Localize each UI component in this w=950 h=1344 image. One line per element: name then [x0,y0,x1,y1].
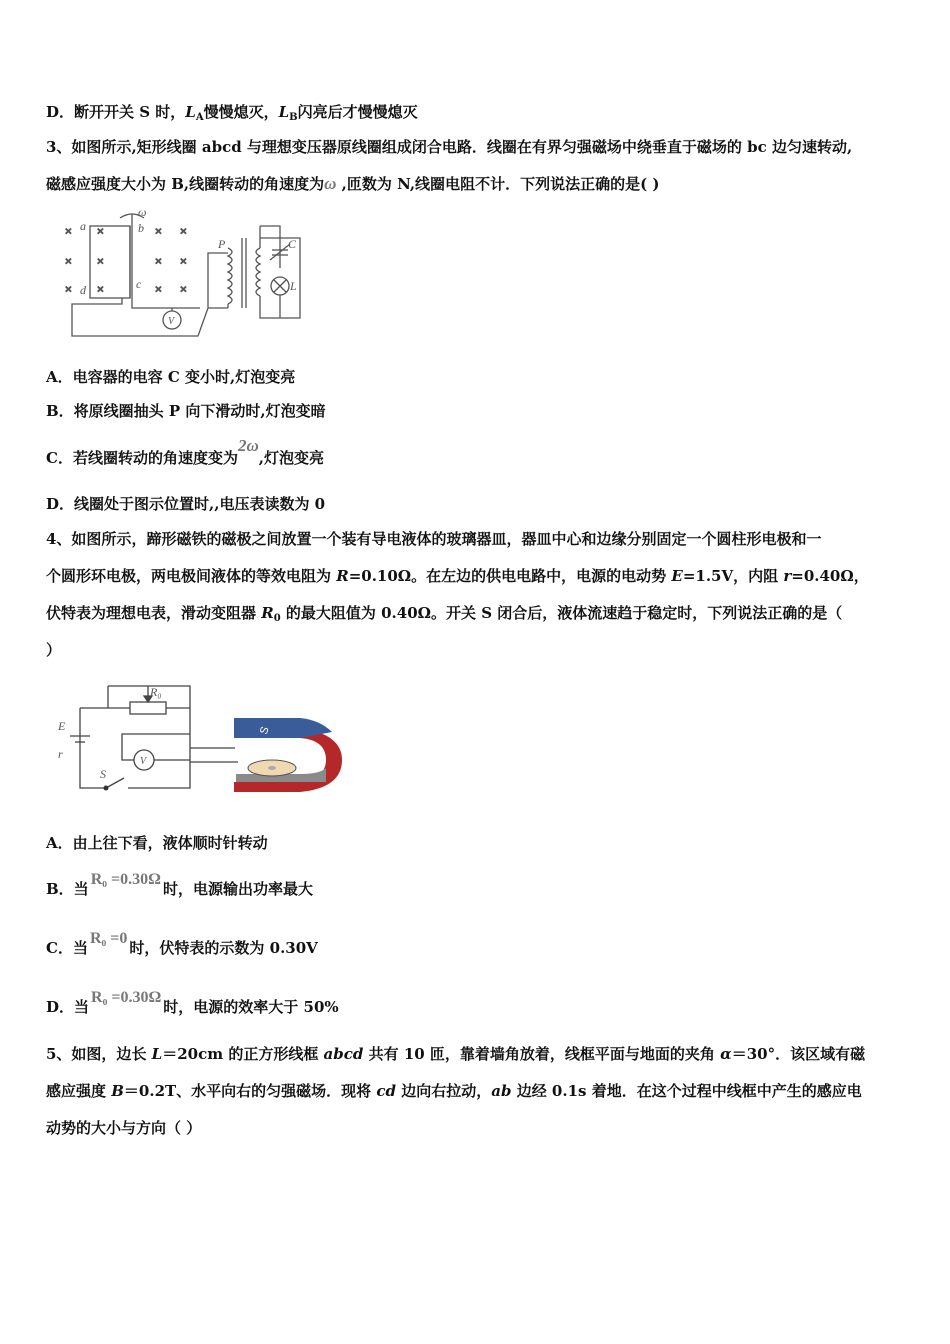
subscript: 0 [273,613,281,624]
subscript: A [195,112,204,123]
svg-text:×: × [97,282,104,296]
stem-text: ＝20cm 的正方形线框 [162,1045,324,1063]
q3-option-c [46,436,324,468]
svg-text:×: × [155,254,162,268]
var-abcd: abcd [323,1045,364,1063]
svg-text:×: × [97,254,104,268]
secondary-coil [256,248,260,296]
var-E: E [671,567,683,585]
q4-option-c [46,930,318,959]
option-text: 时，伏特表的示数为 0.30V [129,939,318,957]
stem-text: 共有 10 匝，靠着墙角放着，线框平面与地面的夹角 [363,1045,721,1063]
option-label: B．当 [46,880,89,898]
label-V-q4: V [140,756,147,767]
stem-text: =0.10Ω。在左边的供电电路中，电源的电动势 [348,567,672,585]
q3-option-d: D．线圈处于图示位置时,,电压表读数为 0 [46,495,326,513]
stem-text: 5、如图，边长 [46,1045,152,1063]
stem-text: ＝0.2T、水平向右的匀强磁场．现将 [123,1082,377,1100]
label-b: b [138,221,144,235]
option-label: C．当 [46,939,88,957]
svg-text:×: × [65,224,72,238]
q4-stem-line2 [46,566,869,586]
primary-coil [228,248,232,304]
stem-text: 边向右拉动， [396,1082,492,1100]
q4-option-b [46,871,313,900]
label-omega: ω [138,208,147,219]
q5-stem-line3: 动势的大小与方向（ ） [46,1119,202,1137]
option-text: 慢慢熄灭， [203,103,279,121]
coil-abcd [90,226,130,298]
stem-text: 伏特表为理想电表，滑动变阻器 [46,604,262,622]
option-text: 闪亮后才慢慢熄灭 [297,103,418,121]
option-label: D． [46,103,75,121]
q3-option-b: B．将原线圈抽头 P 向下滑动时,灯泡变暗 [46,402,326,420]
var-B: B [111,1082,124,1100]
var-R0: R [261,604,274,622]
stem-text: 边经 0.1s 着地．在这个过程中线框中产生的感应电 [511,1082,862,1100]
q3-stem-line2 [46,174,659,194]
stem-text: =1.5V，内阻 [682,567,784,585]
q3-stem-line1: 3、如图所示,矩形线圈 abcd 与理想变压器原线圈组成闭合电路．线圈在有界匀强磁场中绕垂直于磁场的 bc 边匀速转动, [46,138,853,156]
omega-symbol: ω [324,174,337,193]
q4-option-a: A．由上往下看，液体顺时针转动 [46,834,268,852]
stem-text: =0.40Ω， [791,567,869,585]
stem-text: 磁感应强度大小为 B,线圈转动的角速度为 [46,175,325,193]
svg-text:×: × [155,224,162,238]
option-math: 2ω [237,436,259,455]
stem-text: ＝30°．该区域有磁 [731,1045,866,1063]
option-text: 断开开关 S 时， [74,103,186,121]
var-ab: ab [491,1082,512,1100]
label-E: E [58,719,66,733]
label-R0: R₀ [150,685,162,699]
magnet-S-label: S [257,725,272,737]
svg-text:×: × [180,224,187,238]
svg-text:×: × [65,254,72,268]
q5-stem-line1 [46,1044,865,1064]
q3-circuit-figure [60,208,310,338]
stem-text: ,匝数为 N,线圈电阻不计．下列说法正确的是( ) [336,175,660,193]
q4-option-d [46,989,339,1018]
option-text: 时，电源的效率大于 50% [163,998,339,1016]
svg-text:×: × [97,224,104,238]
label-L: L [290,279,297,293]
q4-stem-line4: ） [46,641,62,659]
stem-text: 个圆形环电极，两电极间液体的等效电阻为 [46,567,337,585]
q5-stem-line2 [46,1081,862,1101]
label-C: C [288,237,297,251]
q4-stem-line3 [46,603,842,629]
var-alpha: α [720,1045,732,1063]
label-d: d [80,283,86,297]
label-S: S [100,767,106,781]
label-r: r [58,747,63,761]
subscript: B [289,112,298,123]
var-L: L [278,103,290,121]
stem-text: 的最大阻值为 0.40Ω。开关 S 闭合后，液体流速趋于稳定时，下列说法正确的是（ [280,604,843,622]
option-text: ,灯泡变亮 [258,449,324,467]
q4-stem-line1: 4、如图所示，蹄形磁铁的磁极之间放置一个装有导电液体的玻璃器皿，器皿中心和边缘分别固定一个圆柱形电极和一 [46,530,822,548]
q2-option-d [46,102,418,128]
rheostat-R0 [130,702,166,714]
var-L: L [151,1045,163,1063]
option-label: D．当 [46,998,90,1016]
q4-circuit-figure [50,678,350,798]
stem-text: 感应强度 [46,1082,112,1100]
svg-text:×: × [180,282,187,296]
label-P: P [218,237,226,251]
svg-text:×: × [180,254,187,268]
var-L: L [185,103,196,121]
var-R: R [336,567,349,585]
var-r: r [783,567,792,585]
q3-option-a: A．电容器的电容 C 变小时,灯泡变亮 [46,368,296,386]
option-math: R₀ =0.30Ω [90,871,161,888]
var-cd: cd [376,1082,397,1100]
option-math: R₀ =0 [89,930,128,947]
svg-text:×: × [155,282,162,296]
label-a: a [80,219,86,233]
option-text: 时，电源输出功率最大 [162,880,313,898]
label-c: c [136,277,142,291]
option-text: C．若线圈转动的角速度变为 [46,449,238,467]
svg-text:×: × [65,282,72,296]
option-math: R₀ =0.30Ω [91,989,162,1006]
label-V: V [168,316,175,327]
